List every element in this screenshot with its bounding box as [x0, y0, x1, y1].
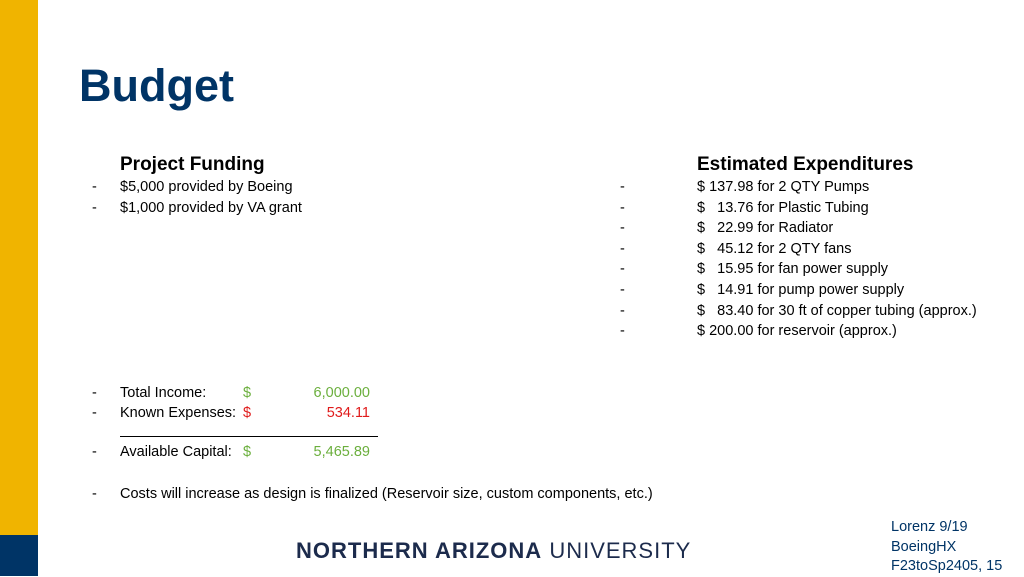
sum-underline	[120, 436, 378, 437]
bullet-dash: -	[92, 486, 97, 502]
bullet-dash: -	[92, 385, 97, 401]
bullet-dash: -	[620, 303, 625, 319]
expenditure-item: $ 137.98 for 2 QTY Pumps	[697, 179, 870, 195]
total-income-amount: 6,000.00	[313, 385, 370, 401]
funding-heading: Project Funding	[120, 154, 265, 175]
footer-line: BoeingHX	[891, 538, 957, 555]
bullet-dash: -	[620, 179, 625, 195]
expenditure-item: $ 83.40 for 30 ft of copper tubing (approx.)	[697, 303, 977, 319]
funding-item: $1,000 provided by VA grant	[120, 200, 302, 216]
nau-logo-bold: NORTHERN ARIZONA	[296, 538, 543, 563]
footer-line: Lorenz 9/19	[891, 519, 968, 535]
bullet-dash: -	[620, 241, 625, 257]
expenditure-item: $ 13.76 for Plastic Tubing	[697, 200, 869, 216]
bullet-dash: -	[92, 179, 97, 195]
known-expenses-amount: 534.11	[326, 405, 370, 421]
bullet-dash: -	[92, 200, 97, 216]
sidebar-blue-block	[0, 535, 38, 576]
slide-footer	[891, 518, 1002, 577]
sidebar-gold-bar	[0, 0, 38, 535]
nau-logo	[296, 538, 691, 564]
funding-item: $5,000 provided by Boeing	[120, 179, 293, 195]
total-income-label: Total Income:	[120, 385, 207, 401]
bullet-dash: -	[620, 323, 625, 339]
available-capital-amount: 5,465.89	[313, 444, 370, 460]
expenditure-item: $ 200.00 for reservoir (approx.)	[697, 323, 897, 339]
known-expenses-currency: $	[243, 405, 252, 421]
cost-note: Costs will increase as design is finalized (Reservoir size, custom components, etc.)	[120, 486, 653, 502]
expenditures-heading: Estimated Expenditures	[697, 154, 914, 175]
bullet-dash: -	[620, 200, 625, 216]
total-income-currency: $	[243, 385, 252, 401]
expenditure-item: $ 22.99 for Radiator	[697, 220, 834, 236]
bullet-dash: -	[92, 405, 97, 421]
footer-line: F23toSp2405, 15	[891, 558, 1003, 574]
slide-title: Budget	[79, 60, 234, 111]
available-capital-label: Available Capital:	[120, 444, 232, 460]
expenditure-item: $ 14.91 for pump power supply	[697, 282, 905, 298]
expenditure-item: $ 15.95 for fan power supply	[697, 261, 889, 277]
bullet-dash: -	[92, 444, 97, 460]
available-capital-currency: $	[243, 444, 252, 460]
bullet-dash: -	[620, 220, 625, 236]
known-expenses-label: Known Expenses:	[120, 405, 237, 421]
bullet-dash: -	[620, 261, 625, 277]
expenditure-item: $ 45.12 for 2 QTY fans	[697, 241, 852, 257]
nau-logo-regular: UNIVERSITY	[549, 538, 692, 563]
bullet-dash: -	[620, 282, 625, 298]
